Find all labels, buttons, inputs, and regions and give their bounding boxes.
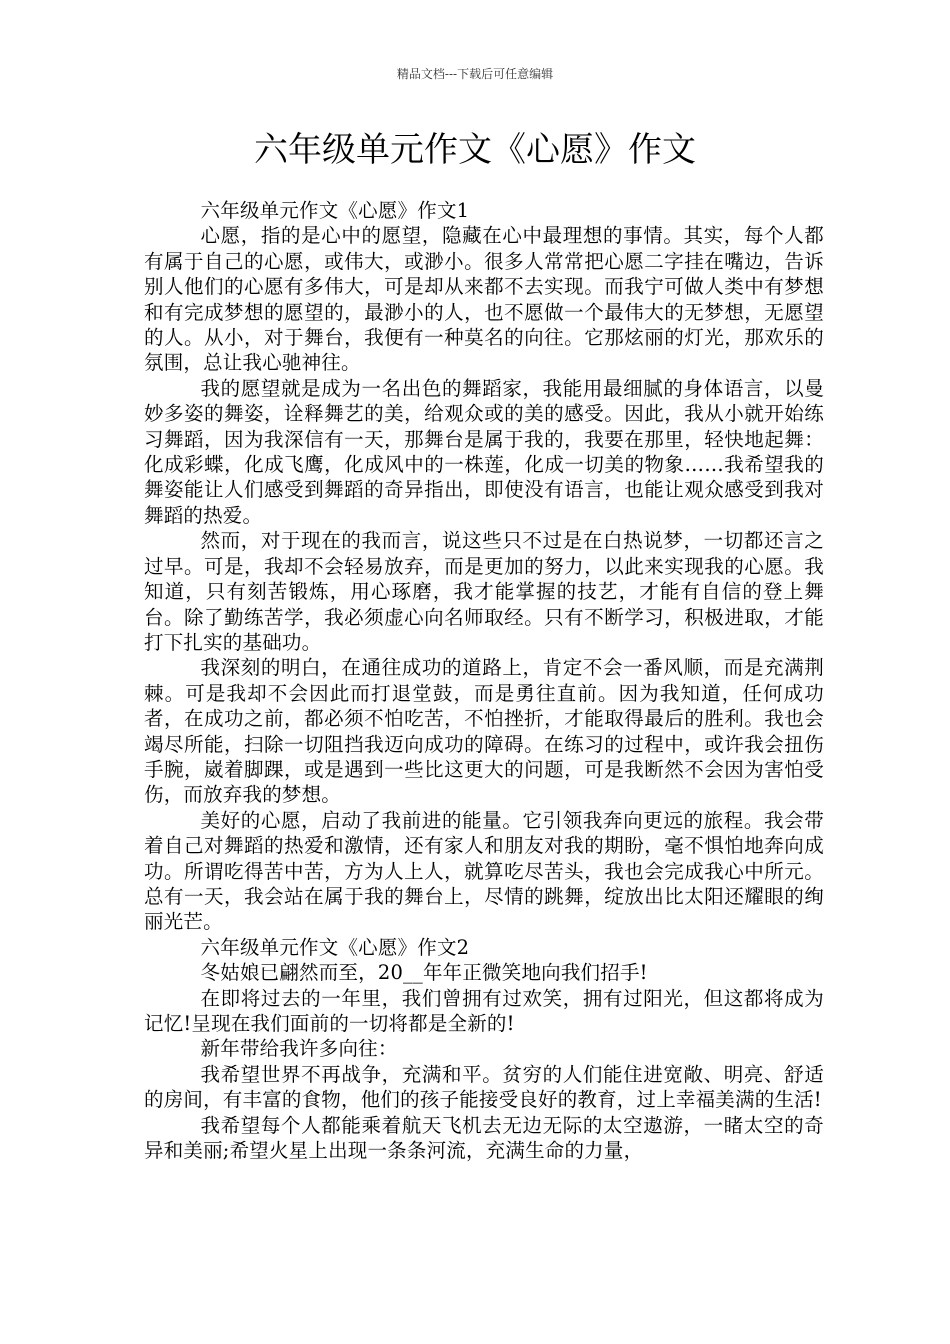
- document-body: [144, 198, 824, 1163]
- paragraph: 新年带给我许多向往：: [200, 1037, 398, 1061]
- paragraph: 我的愿望就是成为一名出色的舞蹈家，我能用最细腻的身体语言，以曼妙多姿的舞姿，诠释舞艺的美，给观众或的美的感受。因此，我从小就开始练习舞蹈，因为我深信有一天，那舞台是属于我的，我要在那里，轻快地起舞：化成彩蝶，化成飞鹰，化成风中的一株莲，化成一切美的物象……我希望我的舞姿能让人们感受到舞蹈的奇异指出，即使没有语言，也能让观众感受到我对舞蹈的热爱。: [144, 376, 824, 527]
- paragraph: 心愿，指的是心中的愿望，隐藏在心中最理想的事情。其实，每个人都有属于自己的心愿，或伟大，或渺小。很多人常常把心愿二字挂在嘴边，告诉别人他们的心愿有多伟大，可是却从来都不去实现。而我宁可做人类中有梦想和有完成梦想的愿望的，最渺小的人，也不愿做一个最伟大的无梦想，无愿望的人。从小，对于舞台，我便有一种莫名的向往。它那炫丽的灯光，那欢乐的氛围，总让我心驰神往。: [144, 224, 824, 375]
- paragraph: 美好的心愿，启动了我前进的能量。它引领我奔向更远的旅程。我会带着自己对舞蹈的热爱和激情，还有家人和朋友对我的期盼，毫不惧怕地奔向成功。所谓吃得苦中苦，方为人上人，就算吃尽苦头，我也会完成我心中所元。总有一天，我会站在属于我的舞台上，尽情的跳舞，绽放出比太阳还耀眼的绚丽光芒。: [144, 808, 824, 934]
- essay-1-heading: 六年级单元作文《心愿》作文1: [200, 199, 470, 222]
- page-title: 六年级单元作文《心愿》作文: [254, 130, 696, 170]
- paragraph: 在即将过去的一年里，我们曾拥有过欢笑，拥有过阳光，但这都将成为记忆!呈现在我们面前的一切将都是全新的!: [144, 986, 824, 1035]
- paragraph: 然而，对于现在的我而言，说这些只不过是在白热说梦，一切都还言之过早。可是，我却不会轻易放弃，而是更加的努力，以此来实现我的心愿。我知道，只有刻苦锻炼，用心琢磨，我才能掌握的技艺，才能有自信的登上舞台。除了勤练苦学，我必须虚心向名师取经。只有不断学习，积极进取，才能打下扎实的基础功。: [144, 529, 824, 654]
- header-note: 精品文档---下载后可任意编辑: [396, 67, 554, 81]
- paragraph: 我希望世界不再战争，充满和平。贫穷的人们能住进宽敞、明亮、舒适的房间，有丰富的食物，他们的孩子能接受良好的教育，过上幸福美满的生活!: [144, 1062, 824, 1112]
- paragraph: 我深刻的明白，在通往成功的道路上，肯定不会一番风顺，而是充满荆棘。可是我却不会因此而打退堂鼓，而是勇往直前。因为我知道，任何成功者，在成功之前，都必须不怕吃苦，不怕挫折，才能取得最后的胜利。我也会竭尽所能，扫除一切阻挡我迈向成功的障碍。在练习的过程中，或许我会扭伤手腕，崴着脚踝，或是遇到一些比这更大的问题，可是我断然不会因为害怕受伤，而放弃我的梦想。: [144, 656, 824, 807]
- essay-2-heading: 六年级单元作文《心愿》作文2: [200, 935, 470, 959]
- paragraph: 我希望每个人都能乘着航天飞机去无边无际的太空遨游，一睹太空的奇异和美丽;希望火星上出现一条条河流，充满生命的力量，: [144, 1113, 824, 1163]
- paragraph: 冬姑娘已翩然而至，20__年年正微笑地向我们招手!: [200, 961, 648, 985]
